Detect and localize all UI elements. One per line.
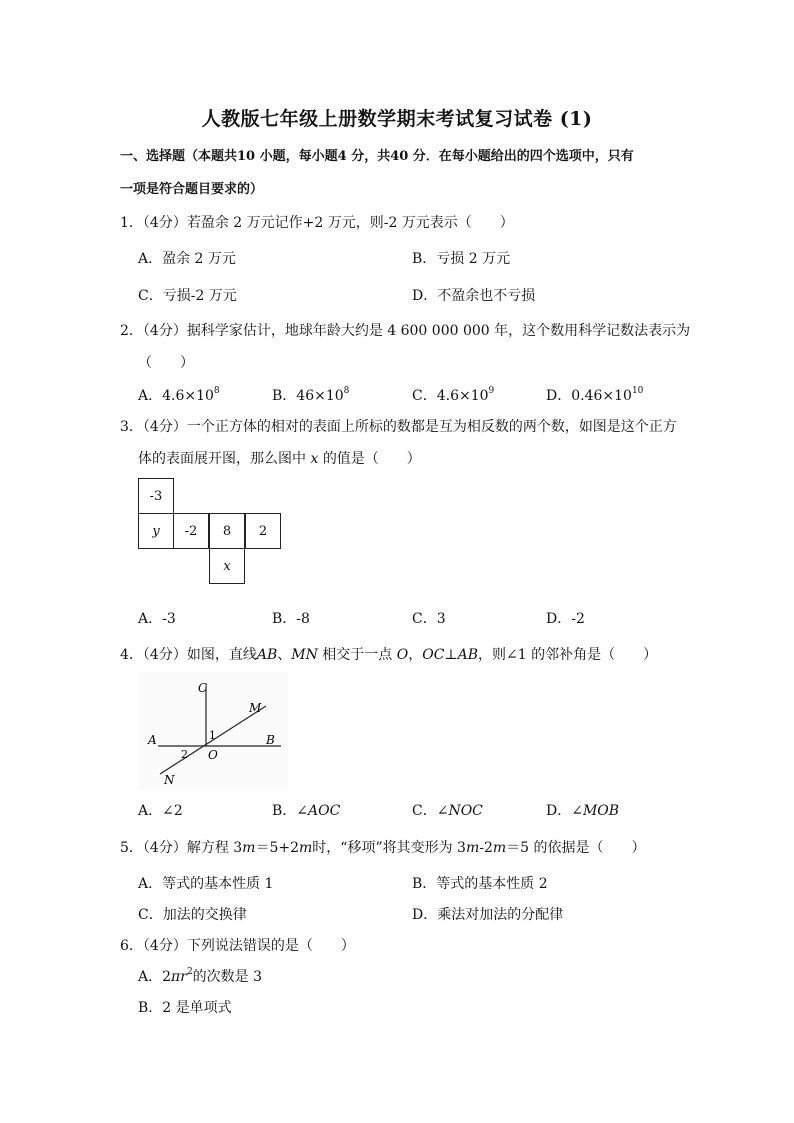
q3-option-d: D．-2 (546, 611, 585, 627)
question-5-stem: 5．（4分）解方程 3m＝5+2m时，“移项”将其变形为 3m-2m＝5 的依据是（ ） (120, 840, 646, 856)
question-1-stem: 1．（4分）若盈余 2 万元记作+2 万元，则-2 万元表示（ ） (120, 215, 514, 231)
label-m: M (249, 701, 262, 715)
net-cell-right: 2 (245, 513, 281, 549)
question-2-stem-line1: 2．（4分）据科学家估计，地球年龄大约是 4 600 000 000 年，这个数用科学记数法表示为 (120, 323, 691, 339)
label-o: O (208, 748, 218, 762)
q2-option-b: B．$46\times 10^8$ (272, 386, 350, 404)
q4-option-a: A．∠2 (138, 803, 183, 819)
question-3-stem-line1: 3．（4分）一个正方体的相对的表面上所标的数都是互为相反数的两个数，如图是这个正方 (120, 419, 677, 435)
q3-option-c: C．3 (412, 611, 446, 627)
net-cell-m1: -2 (173, 513, 209, 549)
q3-option-a: A．-3 (138, 611, 176, 627)
section-heading-line2: 一项是符合题目要求的） (120, 182, 264, 197)
label-b: B (266, 733, 275, 747)
question-2-stem-line2: （ ） (138, 355, 194, 371)
page-title: 人教版七年级上册数学期末考试复习试卷 (1) (201, 108, 593, 130)
q2-option-d: D．$0.46\times 10^{10}$ (546, 386, 644, 404)
q4-option-d: D．∠MOB (546, 803, 620, 819)
q1-option-b: B．亏损 2 万元 (412, 251, 511, 267)
q1-option-d: D．不盈余也不亏损 (412, 288, 536, 304)
net-cell-bottom: x (209, 548, 245, 584)
q5-option-d: D．乘法对加法的分配律 (412, 907, 564, 923)
q2-option-a: A．$4.6\times 10^8$ (138, 386, 220, 404)
label-c: C (198, 681, 208, 695)
net-cell-left: y (138, 513, 174, 549)
intersecting-lines-figure (138, 672, 288, 790)
q1-option-c: C．亏损-2 万元 (138, 288, 237, 304)
q3-option-b: B．-8 (272, 611, 310, 627)
label-angle-1: 1 (209, 729, 216, 742)
net-cell-top: -3 (138, 478, 174, 514)
label-angle-2: 2 (181, 748, 188, 761)
q4-option-c: C．∠NOC (412, 803, 483, 819)
question-4-stem: 4．（4分）如图，直线AB、MN 相交于一点 O，OC⊥AB，则∠1 的邻补角是（ ） (120, 647, 658, 663)
q1-option-a: A．盈余 2 万元 (138, 251, 236, 267)
net-cell-m2: 8 (209, 513, 245, 549)
q6-option-a: A．$2\pi r^2$的次数是 3 (138, 967, 263, 985)
q5-option-b: B．等式的基本性质 2 (412, 876, 548, 892)
q6-option-b: B．2 是单项式 (138, 1000, 232, 1016)
q5-option-a: A．等式的基本性质 1 (138, 876, 274, 892)
question-3-stem-line2: 体的表面展开图，那么图中 x 的值是（ ） (138, 451, 421, 467)
section-heading-line1: 一、选择题（本题共10 小题，每小题4 分，共40 分．在每小题给出的四个选项中，只有 (120, 149, 634, 164)
q4-option-b: B．∠AOC (272, 803, 341, 819)
q5-option-c: C．加法的交换律 (138, 907, 247, 923)
label-a: A (148, 733, 157, 747)
q2-option-c: C．$4.6\times 10^9$ (412, 386, 495, 404)
label-n: N (164, 773, 175, 787)
question-6-stem: 6．（4分）下列说法错误的是（ ） (120, 938, 355, 954)
